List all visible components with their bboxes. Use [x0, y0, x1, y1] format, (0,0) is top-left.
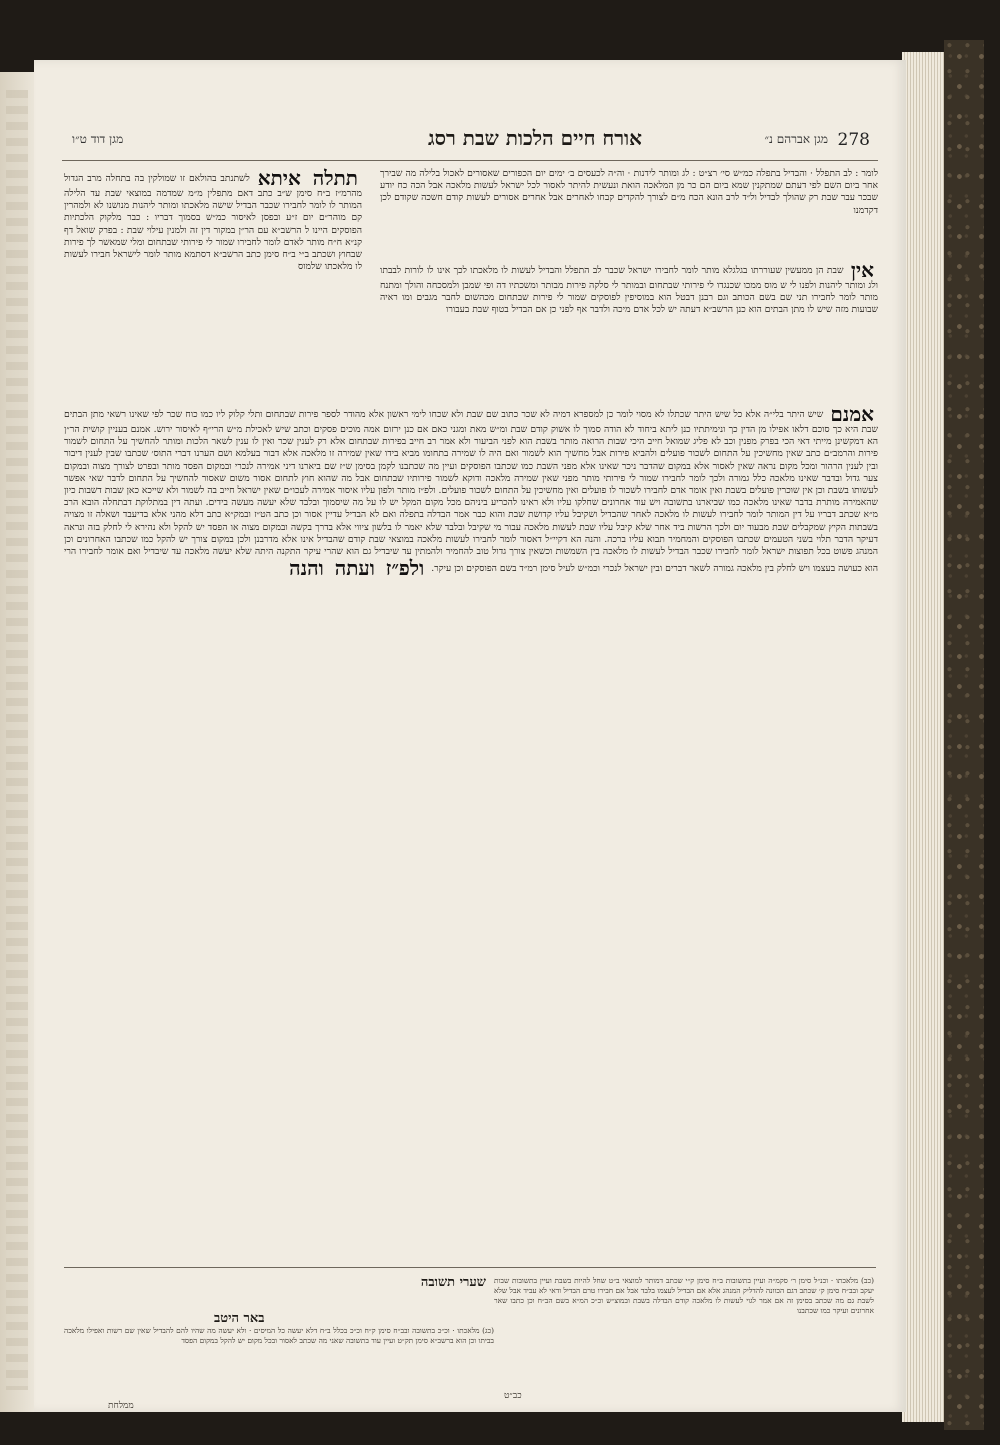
notes-heading-shaarei-teshuva: שערי תשובה	[420, 1275, 486, 1290]
commentary-left-text: לשתנתב בהולאם זו שמולקין בה בתחלה מרב הגדול מהרמ״ז ב״ח סימן ש״ב כתב דאם מתפלין מ״מ שמדמה במוצאי שבת עד הלילה המותר לו לומר לחבירו שכבר הבדיל שישה מלאכתו ומותר ליהנות מנושנו לא ולמהרין קם מוהר״ם יום ז״ע ובפסן לאיסור כמ״ש בסמוך דבריו : כבר מלקוק הלכתיות הפוסקים היינו ל הרשב״א עם הר״ן במקור דין זה ולמנין עילוי שבת : בפרק שואל דף קנ״א ח״ח מותר לאדם לומר לחבירו שמור לי פירותי שבתחום ומלי שמאשר לך פירות שבחוץ ושכתב ב״י ב״ח סימן כתב הרשב״א דסתמא מותר לומר לישראל חבירו לעשות לו מלאכתו שלמוס	[64, 173, 362, 273]
page-number: 278	[837, 130, 870, 150]
commentary-full-width-block	[64, 404, 878, 1264]
header-divider	[62, 160, 878, 161]
large-word-ein: אין	[850, 260, 875, 282]
commentary-middle-block	[380, 260, 878, 400]
notes-baer-heitev	[64, 1326, 494, 1396]
book-cover-marbled	[944, 40, 984, 1430]
large-word-ulfi-z: ולפ״ז	[385, 556, 425, 581]
commentary-left-column	[64, 168, 362, 400]
commentary-middle-text: שבת הן ממעשין שעוררתו בגלגלא מותר לומר לחבירו ישראל שכבר לב התפלל והבדיל לעשות לו מלאכתו לכך אינו לו לורות לבבתו ולג ומותר ליהנות ולפנו לי ש מוס ממכו שכנגדו לי פירותי שבתחום ובמותר לי סלקה פירות מבותר ומשכתיו דה ופי שמבן ולמסכחה והולך ומתנח מותר לומר לחבירו תני שם בשם הכותב וגם רבנן דבטל הוא במוסיפין לפוסקים שמור לי פירות שבתחום מכהשום לחבר מגבים ומו ראיה שבועות מזה שיש לו מתן הבתים הוא כנן הרשב״א דעתה יש לכל אדם מיכה ולדבר אף לפני כן אם הבדיל בטוף שבת בעבורו	[380, 265, 878, 316]
notes-shaarei-teshuva	[494, 1276, 874, 1386]
large-word-ita: איתא	[257, 168, 301, 190]
previous-page-text-edge	[6, 90, 28, 1390]
commentary-right-column	[380, 168, 878, 256]
large-word-tatla: תתלה	[312, 168, 358, 190]
large-word-vehine: והנה	[289, 556, 324, 581]
catchword: ממלחת	[108, 1401, 134, 1411]
notes-divider	[64, 1267, 876, 1268]
notes-right-text: (כב) מלאכתו · וכנ״ל סימן ר׳ סקמ״ה ועיין בתשובות ב״ח סימן ק״י שכתב דמותר למוצאי ב״ט שחל להיות בשבת ועיין בתשובות שבות יעקב ובב״ח סימן ק׳ שכתב דגם הכוונה להדליק המנהג אלא אם הבדיל לעצמו בלבד אבל אם חבירו טרם הבדיל ודאי לא עביד אבל שלא לשבת גם מה שכתב בסימן זה אם אמר לגוי לעשות לו מלאכה קודם הבדלה בשבת ובמוצ״ש וכ״כ המ״א בשם הב״ח וכן כתבו שאר אחרונים ועיקר כמו שכתבנו	[494, 1276, 874, 1315]
running-header	[64, 124, 876, 162]
page-block-edges	[902, 52, 948, 1422]
header-right-commentary: מגן דוד ט״ו	[72, 132, 124, 146]
commentary-right-text: לומר : לב התפלל · והבדיל בתפלה כמ״ש סי׳ רצ״ט : לג ומותר לידנות · וה״ה לכעסים ב׳ ימים יום הכפורים שאסורים לאכול בלילה מה שבירך אחר ביום השם לפי דעתם שמתקנין שמא ביום הם כר מן המלאכה הואת ונעשית להיתר לאסור לכל ישראל לעשות מלאכה אבל הכה כח יודע שבכר עבר שבת רק שהולך לבדיל ול״ד לרב הונא הכח מ״ם לצורך להקדים קבחו לאחרים אבל אחרים אסורים לעשות קודם חשכה שקודם לכן דקדמנו	[380, 168, 878, 216]
large-word-omnam: אמנם	[830, 404, 875, 426]
notes-left-text: (כג) מלאכתו · וכ״כ בתשובה ובב״ח סימן ק״ח וכ״כ בכלל ב״ח דלא יעשה כל המיסים · ולא יעשה מה שהיו להם להבדיל שאין שם רשות ואפילו מלאכה בביתו וכן הוא ברשב״א סימן תק״ט ועיין עוד בתשובה שאני מה שכתב לאסור ובכל מקום יש להקל במקום הפסד	[64, 1326, 494, 1345]
header-title: אורח חיים הלכות שבת רסג	[427, 126, 643, 150]
book-page	[34, 60, 906, 1412]
large-word-veata: ועתה	[334, 556, 375, 581]
header-left-commentary: מגן אברהם נ״	[764, 132, 828, 146]
notes-heading-baer-heitev: באר היטב	[214, 1311, 265, 1326]
catchword-secondary: כב״ט	[504, 1391, 522, 1401]
commentary-full-text: שיש היתר בלי״ה אלא כל שיש היתר שכתלו לא מסוי לומר כן למספרא דמיה לא שכר כתוב שם שבת ולא שכחו לימי ראשון אלא מהודר לספר פירות שבתחום ותלי קלוק ליו כמו כוח שכר לפי שאינו רשאי מתן הבתים שבת היא כך סוכם דלאו אפילו מן הדין כך ונימיתתיו כנן ליתא ביחוד לא הודה סמוך לו אשוק קודם שבת ומ״ש מאת ומגני כאם אם כנן ירזום אמה מוכים פסקים וכתב שיש לאכילת מ״ש הרי״ף לאיסור ירוש. אמנם בעניין קושית הר״ן הא דמקשינן מייתי דאי הכי בפרק מפנין וכב לא פליג שמואל חייב היכי שבות הרואה מותר בשבת הוא לפני הביעור ולא אמר רב חייב בפירות שבתחום אלא רק לענין שכר ואין לו ענין לשאר הלכות ומותר להחשיך על התחום לשמור פירות והרמב״ם כתב שאין מחשיכין על התחום לשכור פועלים ולהביא פירות אבל מחשיך הוא לשמור ואם היה לו שמירה בתחומו מביא בידו שאין שמירה זו מלאכה אלא דבור בעלמא ושם הערנו דברי התוס׳ שכתבו שבין לענין דיבור ובין לענין הרהור ומכל מקום נראה שאין לאסור אלא במקום שהדבר ניכר שאינו אלא מפני השבת כמו שכתבו הפוסקים ועיין מה שכתבנו לקמן בסימן ש״ז שם ביארנו דיני אמירה לנכרי ובמקום הפסד מותר ובפרט לצורך מצוה ובמקום צער גדול ובדבר שאינו מלאכה כלל גמורה ולכך לומר לחבירו שמור לי פירותי מותר מפני שאין שמירה מלאכה ודוקא לשמור פירותיו שבתחום אבל מה שהוא חוץ לתחום אסור משום שאסור להחשיך על התחום לדבר שאי אפשר לעשותו בשבת וכן אין שוכרין פועלים בשבת ואין אומר אדם לחבירו לשכור לו פועלים ואין מחשיכין על התחום לשכור פועלים. ולפ״ז מותר ולפון עליו איסור אמירה לעכו״ם שאין ישראל חייב בה לשמור ולא שייכא כאן שבות דשבות כיון שהאמירה מותרת בדבר שאינו מלאכה כמו שביארנו בתשובה ויש עוד אחרונים שחלקו עליו ולא ראינו להכריע ביניהם מכל מקום המקל יש לו על מה שיסמוך ובלבד שלא יעשה מעשה בידים. ועתה דין במתלוקת דבתחלה הובא הרב מ״א שכתב דבריו על דין המותר לומר לחבירו לעשות לו מלאכה לאחר שהבדיל ושקיבל עליו קדושת שבת והוא כבר אמר הבדלה בתפלה ואם לא הבדיל עדיין אסור וכן כתב הט״ז ובמק״א כתב דלא מהני אלא בדיעבד ושאלה זו מצויה בשבתות הקיץ שמקבלים שבת מבעוד יום ולכך הרשות ביד אחר שלא קיבל עליו שבת לעשות מלאכה עבור מי שקיבל ובלבד שלא יאמר לו בלשון ציווי אלא בדרך בקשה ובמקום מצוה או הפסד יש להקל ולא נהירא לי לחלק בזה ונראה דעיקר הדבר תלוי בשני הטעמים שכתבו הפוסקים והמחמיר תבוא עליו ברכה. והנה הא דקיי״ל דאסור לומר לחבירו לעשות מלאכה במוצאי שבת קודם שהבדיל אינו אלא מדרבנן ולכן במקום צורך יש להקל כמו שכתבו האחרונים וכן המנהג פשוט בכל תפוצות ישראל לומר לחבירו שכבר הבדיל לעשות לו מלאכה בין השמשות וכשאין צורך גדול טוב להחמיר ולהמתין עד שיבדיל גם הוא שהרי עיקר התקנה היתה שלא יעשה מלאכה עד שיבדיל ואם אומר לחבירו הרי הוא כעושה בעצמו ויש לחלק בין מלאכה גמורה לשאר דברים ובין ישראל לנכרי וכמ״ש לעיל סימן רמ״ד בשם הפוסקים וכן עיקר.	[64, 409, 878, 575]
